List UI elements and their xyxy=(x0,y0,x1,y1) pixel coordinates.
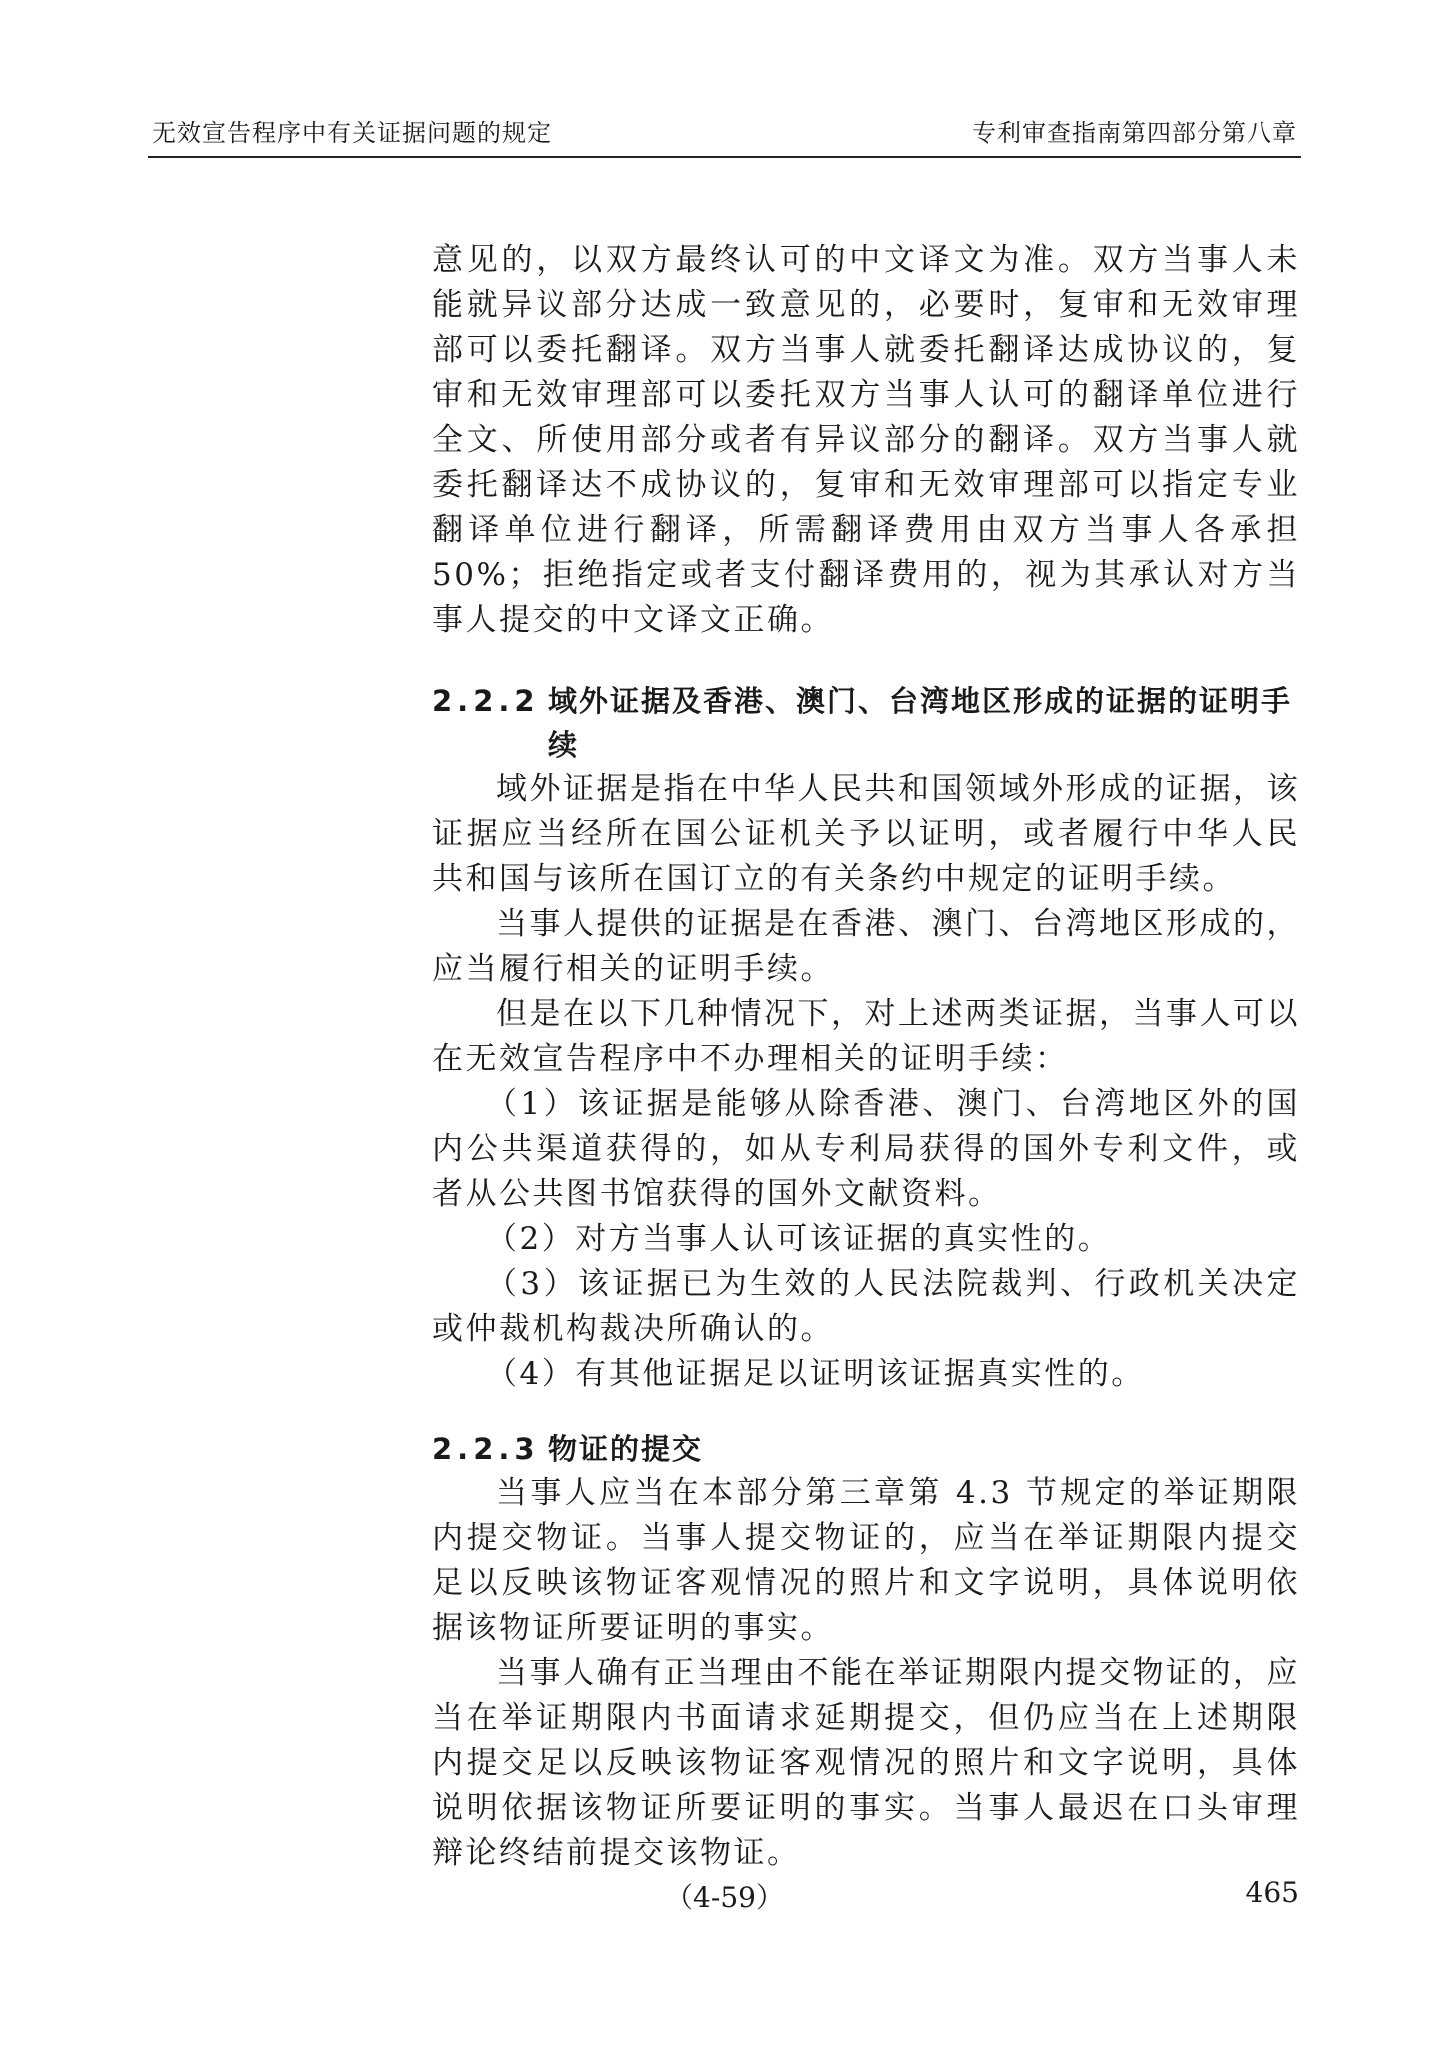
paragraph: 域外证据是指在中华人民共和国领域外形成的证据，该证据应当经所在国公证机关予以证明，或者履行中华人民共和国与该所在国订立的有关条约中规定的证明手续。 xyxy=(432,771,1300,897)
page-body xyxy=(432,238,1300,1876)
section-number: 2.2.2 xyxy=(432,684,540,718)
list-item: （1）该证据是能够从除香港、澳门、台湾地区外的国内公共渠道获得的，如从专利局获得的国外专利文件，或者从公共图书馆获得的国外文献资料。 xyxy=(432,1086,1300,1212)
section-heading-2-2-2 xyxy=(432,679,1300,767)
intro-paragraph: 意见的，以双方最终认可的中文译文为准。双方当事人未能就异议部分达成一致意见的，必要时，复审和无效审理部可以委托翻译。双方当事人就委托翻译达成协议的，复审和无效审理部可以委托双方当事人认可的翻译单位进行全文、所使用部分或者有异议部分的翻译。双方当事人就委托翻译达不成协议的，复审和无效审理部可以指定专业翻译单位进行翻译，所需翻译费用由双方当事人各承担 50%；拒绝指定或者支付翻译费用的，视为其承认对方当事人提交的中文译文正确。 xyxy=(432,242,1300,638)
header-right-title: 专利审查指南第四部分第八章 xyxy=(972,119,1297,147)
list-item: （2）对方当事人认可该证据的真实性的。 xyxy=(486,1221,1112,1257)
list-item: （4）有其他证据足以证明该证据真实性的。 xyxy=(486,1356,1145,1392)
running-header xyxy=(148,112,1301,158)
section-title: 物证的提交 xyxy=(548,1432,704,1466)
header-left-title: 无效宣告程序中有关证据问题的规定 xyxy=(152,119,552,147)
section-page-label: （4-59） xyxy=(665,1881,784,1914)
paragraph: 当事人确有正当理由不能在举证期限内提交物证的，应当在举证期限内书面请求延期提交，但仍应当在上述期限内提交足以反映该物证客观情况的照片和文字说明，具体说明依据该物证所要证明的事实。当事人最迟在口头审理辩论终结前提交该物证。 xyxy=(432,1655,1300,1871)
section-heading-2-2-3 xyxy=(432,1427,1300,1471)
section-title: 域外证据及香港、澳门、台湾地区形成的证据的证明手续 xyxy=(548,684,1293,762)
paragraph: 当事人提供的证据是在香港、澳门、台湾地区形成的，应当履行相关的证明手续。 xyxy=(432,906,1300,987)
page-number: 465 xyxy=(1245,1876,1299,1909)
list-item: （3）该证据已为生效的人民法院裁判、行政机关决定或仲裁机构裁决所确认的。 xyxy=(432,1266,1300,1347)
section-number: 2.2.3 xyxy=(432,1432,540,1466)
paragraph: 但是在以下几种情况下，对上述两类证据，当事人可以在无效宣告程序中不办理相关的证明手续： xyxy=(432,996,1300,1077)
paragraph: 当事人应当在本部分第三章第 4.3 节规定的举证期限内提交物证。当事人提交物证的，应当在举证期限内提交足以反映该物证客观情况的照片和文字说明，具体说明依据该物证所要证明的事实。 xyxy=(432,1475,1300,1646)
